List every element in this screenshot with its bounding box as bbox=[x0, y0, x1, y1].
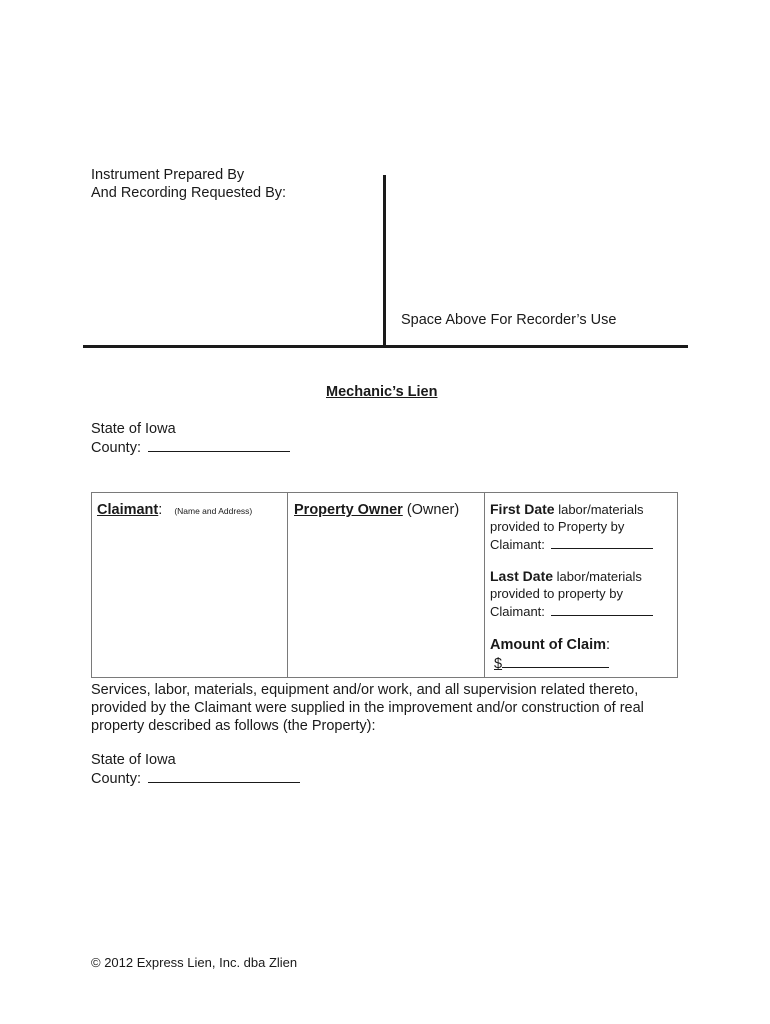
services-line2: provided by the Claimant were supplied in the improvement and/or construction of real bbox=[91, 700, 644, 716]
header-vertical-divider bbox=[383, 175, 386, 347]
bottom-county-line bbox=[91, 769, 300, 788]
claimant-note: (Name and Address) bbox=[174, 506, 253, 516]
last-date-line2: provided to property by bbox=[490, 586, 623, 601]
owner-label: Property Owner bbox=[294, 502, 403, 518]
owner-note: (Owner) bbox=[406, 502, 460, 518]
amount-label: Amount of Claim bbox=[490, 637, 606, 653]
last-date-claimant-label: Claimant: bbox=[490, 604, 545, 619]
amount-dollar-sign: $ bbox=[494, 656, 503, 672]
top-county-field[interactable] bbox=[148, 438, 290, 452]
last-date-field[interactable] bbox=[551, 602, 653, 616]
first-date-claimant-label: Claimant: bbox=[490, 537, 545, 552]
top-state-label: State of Iowa bbox=[91, 421, 176, 437]
top-county-label: County: bbox=[91, 440, 141, 456]
bottom-county-field[interactable] bbox=[148, 769, 300, 783]
bottom-state-label: State of Iowa bbox=[91, 752, 176, 768]
header-horizontal-divider bbox=[83, 345, 688, 348]
first-date-block bbox=[490, 501, 653, 553]
services-line3: property described as follows (the Property): bbox=[91, 718, 376, 734]
document-title: Mechanic’s Lien bbox=[326, 384, 438, 400]
services-line1: Services, labor, materials, equipment and/or work, and all supervision related thereto, bbox=[91, 682, 639, 698]
last-date-label: Last Date bbox=[490, 568, 554, 584]
copyright-footer: © 2012 Express Lien, Inc. dba Zlien bbox=[91, 955, 298, 970]
top-county-line bbox=[91, 438, 290, 457]
claimant-colon: : bbox=[158, 502, 163, 518]
first-date-line2: provided to Property by bbox=[490, 519, 625, 534]
first-date-field[interactable] bbox=[551, 535, 653, 549]
table-column-divider-2 bbox=[484, 493, 485, 677]
lien-details-table bbox=[91, 492, 678, 678]
last-date-rest: labor/materials bbox=[556, 569, 642, 584]
first-date-label: First Date bbox=[490, 501, 555, 517]
last-date-block bbox=[490, 568, 653, 620]
recorder-space-label: Space Above For Recorder’s Use bbox=[401, 312, 617, 328]
prepared-by-line1: Instrument Prepared By bbox=[91, 167, 245, 183]
owner-header bbox=[294, 501, 459, 519]
prepared-by-line2: And Recording Requested By: bbox=[91, 185, 287, 201]
amount-colon: : bbox=[606, 637, 611, 653]
first-date-rest: labor/materials bbox=[558, 502, 644, 517]
amount-field[interactable] bbox=[502, 654, 609, 668]
bottom-county-label: County: bbox=[91, 771, 141, 787]
amount-block bbox=[490, 636, 610, 673]
table-column-divider-1 bbox=[287, 493, 288, 677]
claimant-header bbox=[97, 501, 252, 520]
claimant-label: Claimant bbox=[97, 502, 159, 518]
